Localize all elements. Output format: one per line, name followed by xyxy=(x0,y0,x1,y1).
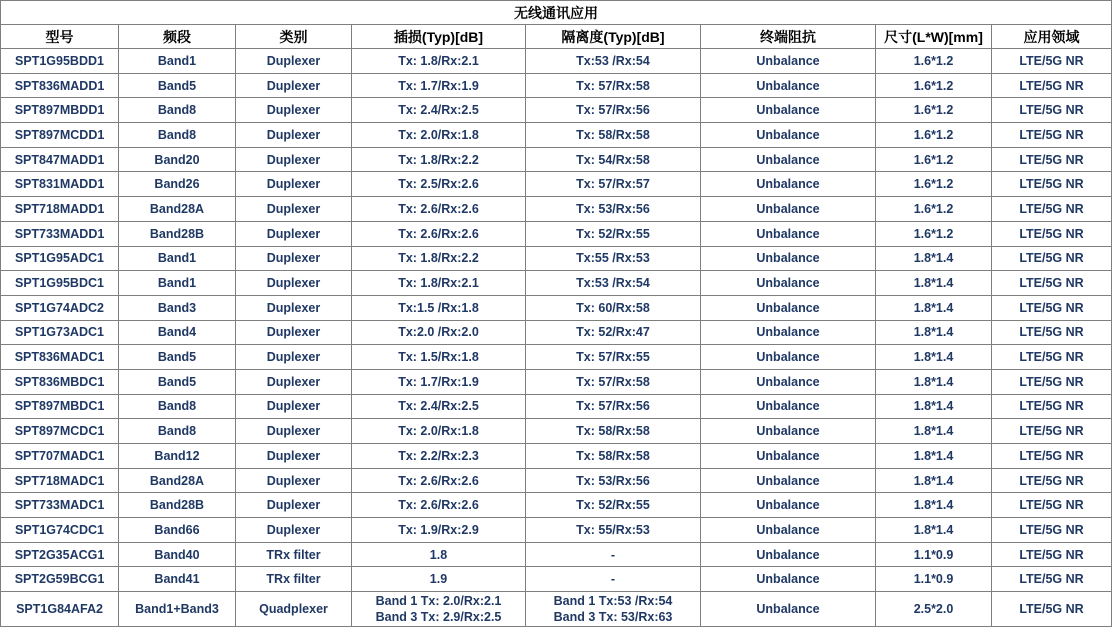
cell-size: 1.6*1.2 xyxy=(876,197,992,222)
table-row xyxy=(1,542,1112,567)
cell-size: 1.6*1.2 xyxy=(876,49,992,74)
cell-model: SPT1G73ADC1 xyxy=(1,320,119,345)
table-row xyxy=(1,320,1112,345)
cell-application: LTE/5G NR xyxy=(992,518,1112,543)
cell-impedance: Unbalance xyxy=(701,271,876,296)
cell-impedance: Unbalance xyxy=(701,98,876,123)
cell-size: 1.8*1.4 xyxy=(876,345,992,370)
table-row xyxy=(1,394,1112,419)
table-row xyxy=(1,345,1112,370)
cell-size: 2.5*2.0 xyxy=(876,592,992,627)
table-header-row xyxy=(1,25,1112,49)
cell-isolation: Tx: 58/Rx:58 xyxy=(526,419,701,444)
header-insertion-loss: 插损(Typ)[dB] xyxy=(352,25,526,49)
cell-application: LTE/5G NR xyxy=(992,49,1112,74)
cell-model: SPT718MADD1 xyxy=(1,197,119,222)
header-model: 型号 xyxy=(1,25,119,49)
cell-insertion-loss: Tx:1.5 /Rx:1.8 xyxy=(352,295,526,320)
cell-size: 1.8*1.4 xyxy=(876,444,992,469)
cell-isolation: Tx: 58/Rx:58 xyxy=(526,123,701,148)
cell-size: 1.6*1.2 xyxy=(876,123,992,148)
cell-insertion-loss: Tx: 2.6/Rx:2.6 xyxy=(352,493,526,518)
table-row xyxy=(1,172,1112,197)
table-row-quadplexer xyxy=(1,592,1112,627)
table-row xyxy=(1,444,1112,469)
cell-band: Band28B xyxy=(119,493,236,518)
cell-impedance: Unbalance xyxy=(701,147,876,172)
cell-band: Band8 xyxy=(119,394,236,419)
cell-category: Duplexer xyxy=(236,246,352,271)
cell-isolation: Tx: 58/Rx:58 xyxy=(526,444,701,469)
cell-band: Band20 xyxy=(119,147,236,172)
cell-impedance: Unbalance xyxy=(701,73,876,98)
cell-category: Duplexer xyxy=(236,295,352,320)
cell-application: LTE/5G NR xyxy=(992,295,1112,320)
cell-isolation: Tx: 57/Rx:55 xyxy=(526,345,701,370)
cell-size: 1.8*1.4 xyxy=(876,271,992,296)
cell-size: 1.8*1.4 xyxy=(876,320,992,345)
cell-application: LTE/5G NR xyxy=(992,567,1112,592)
cell-isolation: Tx: 52/Rx:47 xyxy=(526,320,701,345)
cell-size: 1.8*1.4 xyxy=(876,419,992,444)
cell-size: 1.8*1.4 xyxy=(876,394,992,419)
insertion-loss-line-band1: Band 1 Tx: 2.0/Rx:2.1 xyxy=(375,594,502,609)
cell-model: SPT897MCDD1 xyxy=(1,123,119,148)
cell-size: 1.8*1.4 xyxy=(876,468,992,493)
cell-model: SPT1G74CDC1 xyxy=(1,518,119,543)
cell-insertion-loss: 1.9 xyxy=(352,567,526,592)
cell-isolation: Tx: 53/Rx:56 xyxy=(526,468,701,493)
cell-application: LTE/5G NR xyxy=(992,320,1112,345)
cell-band: Band8 xyxy=(119,98,236,123)
cell-isolation: Tx: 57/Rx:58 xyxy=(526,73,701,98)
cell-band: Band5 xyxy=(119,369,236,394)
cell-category: TRx filter xyxy=(236,542,352,567)
cell-insertion-loss: Tx:2.0 /Rx:2.0 xyxy=(352,320,526,345)
table-row xyxy=(1,518,1112,543)
cell-isolation: Tx:53 /Rx:54 xyxy=(526,49,701,74)
cell-isolation: Tx: 57/Rx:57 xyxy=(526,172,701,197)
cell-isolation: Tx: 54/Rx:58 xyxy=(526,147,701,172)
cell-band: Band8 xyxy=(119,419,236,444)
cell-category: Duplexer xyxy=(236,221,352,246)
cell-application: LTE/5G NR xyxy=(992,444,1112,469)
table-row xyxy=(1,419,1112,444)
cell-model: SPT897MCDC1 xyxy=(1,419,119,444)
cell-category: Duplexer xyxy=(236,493,352,518)
cell-model: SPT836MBDC1 xyxy=(1,369,119,394)
cell-size: 1.6*1.2 xyxy=(876,147,992,172)
cell-model: SPT707MADC1 xyxy=(1,444,119,469)
table-row xyxy=(1,49,1112,74)
table-row xyxy=(1,246,1112,271)
cell-insertion-loss: Tx: 2.2/Rx:2.3 xyxy=(352,444,526,469)
cell-band: Band1 xyxy=(119,246,236,271)
cell-impedance: Unbalance xyxy=(701,221,876,246)
cell-category: TRx filter xyxy=(236,567,352,592)
table-title-row xyxy=(1,1,1112,25)
cell-model: SPT836MADD1 xyxy=(1,73,119,98)
table-row xyxy=(1,147,1112,172)
cell-size: 1.8*1.4 xyxy=(876,493,992,518)
cell-model: SPT847MADD1 xyxy=(1,147,119,172)
cell-category: Duplexer xyxy=(236,172,352,197)
cell-isolation: Tx: 57/Rx:56 xyxy=(526,394,701,419)
cell-category: Duplexer xyxy=(236,73,352,98)
cell-application: LTE/5G NR xyxy=(992,592,1112,627)
cell-model: SPT831MADD1 xyxy=(1,172,119,197)
cell-category: Duplexer xyxy=(236,444,352,469)
cell-category: Duplexer xyxy=(236,320,352,345)
cell-model: SPT1G95ADC1 xyxy=(1,246,119,271)
cell-band: Band8 xyxy=(119,123,236,148)
cell-model: SPT718MADC1 xyxy=(1,468,119,493)
cell-isolation xyxy=(526,592,701,627)
cell-insertion-loss: Tx: 2.6/Rx:2.6 xyxy=(352,221,526,246)
cell-impedance: Unbalance xyxy=(701,197,876,222)
table-body xyxy=(1,49,1112,627)
cell-size: 1.8*1.4 xyxy=(876,369,992,394)
table-row xyxy=(1,73,1112,98)
cell-insertion-loss: Tx: 2.0/Rx:1.8 xyxy=(352,123,526,148)
header-category: 类别 xyxy=(236,25,352,49)
cell-application: LTE/5G NR xyxy=(992,419,1112,444)
cell-isolation: - xyxy=(526,567,701,592)
cell-impedance: Unbalance xyxy=(701,493,876,518)
cell-model: SPT2G59BCG1 xyxy=(1,567,119,592)
cell-band: Band41 xyxy=(119,567,236,592)
cell-category: Duplexer xyxy=(236,468,352,493)
cell-application: LTE/5G NR xyxy=(992,345,1112,370)
cell-category: Duplexer xyxy=(236,49,352,74)
table-row xyxy=(1,197,1112,222)
cell-band: Band40 xyxy=(119,542,236,567)
cell-category: Duplexer xyxy=(236,98,352,123)
cell-category: Duplexer xyxy=(236,147,352,172)
cell-insertion-loss: Tx: 2.4/Rx:2.5 xyxy=(352,394,526,419)
cell-band: Band1+Band3 xyxy=(119,592,236,627)
header-isolation: 隔离度(Typ)[dB] xyxy=(526,25,701,49)
cell-size: 1.1*0.9 xyxy=(876,567,992,592)
cell-application: LTE/5G NR xyxy=(992,221,1112,246)
cell-band: Band1 xyxy=(119,49,236,74)
cell-isolation: Tx: 52/Rx:55 xyxy=(526,221,701,246)
cell-impedance: Unbalance xyxy=(701,320,876,345)
cell-insertion-loss: Tx: 1.8/Rx:2.1 xyxy=(352,271,526,296)
cell-impedance: Unbalance xyxy=(701,49,876,74)
cell-insertion-loss: Tx: 1.9/Rx:2.9 xyxy=(352,518,526,543)
cell-isolation: Tx:53 /Rx:54 xyxy=(526,271,701,296)
isolation-line-band1: Band 1 Tx:53 /Rx:54 xyxy=(553,594,673,609)
cell-size: 1.6*1.2 xyxy=(876,98,992,123)
table-row xyxy=(1,493,1112,518)
cell-size: 1.1*0.9 xyxy=(876,542,992,567)
cell-model: SPT836MADC1 xyxy=(1,345,119,370)
cell-model: SPT1G84AFA2 xyxy=(1,592,119,627)
cell-size: 1.6*1.2 xyxy=(876,221,992,246)
cell-application: LTE/5G NR xyxy=(992,197,1112,222)
cell-category: Duplexer xyxy=(236,394,352,419)
table-row xyxy=(1,295,1112,320)
table-row xyxy=(1,567,1112,592)
cell-band: Band28A xyxy=(119,468,236,493)
cell-application: LTE/5G NR xyxy=(992,147,1112,172)
cell-category: Quadplexer xyxy=(236,592,352,627)
cell-impedance: Unbalance xyxy=(701,369,876,394)
cell-band: Band5 xyxy=(119,345,236,370)
cell-application: LTE/5G NR xyxy=(992,493,1112,518)
cell-insertion-loss: Tx: 2.0/Rx:1.8 xyxy=(352,419,526,444)
cell-impedance: Unbalance xyxy=(701,394,876,419)
cell-isolation: Tx: 57/Rx:58 xyxy=(526,369,701,394)
cell-insertion-loss: Tx: 1.8/Rx:2.1 xyxy=(352,49,526,74)
cell-category: Duplexer xyxy=(236,419,352,444)
cell-impedance: Unbalance xyxy=(701,345,876,370)
table-row xyxy=(1,123,1112,148)
table-row xyxy=(1,468,1112,493)
cell-isolation: Tx:55 /Rx:53 xyxy=(526,246,701,271)
cell-band: Band3 xyxy=(119,295,236,320)
cell-impedance: Unbalance xyxy=(701,419,876,444)
cell-isolation: Tx: 55/Rx:53 xyxy=(526,518,701,543)
cell-size: 1.6*1.2 xyxy=(876,172,992,197)
cell-insertion-loss: Tx: 2.6/Rx:2.6 xyxy=(352,468,526,493)
cell-application: LTE/5G NR xyxy=(992,246,1112,271)
cell-impedance: Unbalance xyxy=(701,468,876,493)
cell-band: Band26 xyxy=(119,172,236,197)
cell-isolation: Tx: 53/Rx:56 xyxy=(526,197,701,222)
table-row xyxy=(1,271,1112,296)
table-row xyxy=(1,98,1112,123)
cell-model: SPT1G95BDC1 xyxy=(1,271,119,296)
cell-application: LTE/5G NR xyxy=(992,468,1112,493)
cell-category: Duplexer xyxy=(236,518,352,543)
cell-model: SPT897MBDD1 xyxy=(1,98,119,123)
cell-insertion-loss: Tx: 2.4/Rx:2.5 xyxy=(352,98,526,123)
cell-application: LTE/5G NR xyxy=(992,172,1112,197)
cell-application: LTE/5G NR xyxy=(992,542,1112,567)
cell-model: SPT2G35ACG1 xyxy=(1,542,119,567)
cell-insertion-loss: Tx: 1.7/Rx:1.9 xyxy=(352,369,526,394)
insertion-loss-line-band3: Band 3 Tx: 2.9/Rx:2.5 xyxy=(375,610,502,625)
cell-insertion-loss xyxy=(352,592,526,627)
cell-isolation: Tx: 60/Rx:58 xyxy=(526,295,701,320)
cell-impedance: Unbalance xyxy=(701,246,876,271)
cell-impedance: Unbalance xyxy=(701,123,876,148)
cell-category: Duplexer xyxy=(236,123,352,148)
header-band: 频段 xyxy=(119,25,236,49)
cell-application: LTE/5G NR xyxy=(992,369,1112,394)
cell-isolation: Tx: 57/Rx:56 xyxy=(526,98,701,123)
cell-band: Band1 xyxy=(119,271,236,296)
cell-application: LTE/5G NR xyxy=(992,73,1112,98)
cell-application: LTE/5G NR xyxy=(992,123,1112,148)
cell-application: LTE/5G NR xyxy=(992,394,1112,419)
cell-impedance: Unbalance xyxy=(701,567,876,592)
cell-impedance: Unbalance xyxy=(701,592,876,627)
cell-insertion-loss: Tx: 2.5/Rx:2.6 xyxy=(352,172,526,197)
cell-isolation: - xyxy=(526,542,701,567)
cell-category: Duplexer xyxy=(236,345,352,370)
cell-application: LTE/5G NR xyxy=(992,271,1112,296)
cell-isolation: Tx: 52/Rx:55 xyxy=(526,493,701,518)
cell-category: Duplexer xyxy=(236,197,352,222)
cell-model: SPT1G74ADC2 xyxy=(1,295,119,320)
table-row xyxy=(1,221,1112,246)
header-impedance: 终端阻抗 xyxy=(701,25,876,49)
cell-band: Band12 xyxy=(119,444,236,469)
table-title: 无线通讯应用 xyxy=(1,1,1112,25)
cell-model: SPT733MADC1 xyxy=(1,493,119,518)
cell-category: Duplexer xyxy=(236,369,352,394)
cell-impedance: Unbalance xyxy=(701,518,876,543)
cell-impedance: Unbalance xyxy=(701,172,876,197)
cell-impedance: Unbalance xyxy=(701,542,876,567)
cell-size: 1.8*1.4 xyxy=(876,518,992,543)
cell-size: 1.8*1.4 xyxy=(876,246,992,271)
table-row xyxy=(1,369,1112,394)
cell-insertion-loss: Tx: 2.6/Rx:2.6 xyxy=(352,197,526,222)
header-size: 尺寸(L*W)[mm] xyxy=(876,25,992,49)
header-application: 应用领域 xyxy=(992,25,1112,49)
cell-model: SPT897MBDC1 xyxy=(1,394,119,419)
cell-model: SPT1G95BDD1 xyxy=(1,49,119,74)
cell-size: 1.8*1.4 xyxy=(876,295,992,320)
cell-band: Band5 xyxy=(119,73,236,98)
cell-insertion-loss: Tx: 1.8/Rx:2.2 xyxy=(352,246,526,271)
isolation-line-band3: Band 3 Tx: 53/Rx:63 xyxy=(553,610,673,625)
cell-impedance: Unbalance xyxy=(701,444,876,469)
cell-insertion-loss: Tx: 1.5/Rx:1.8 xyxy=(352,345,526,370)
cell-band: Band28A xyxy=(119,197,236,222)
cell-category: Duplexer xyxy=(236,271,352,296)
cell-insertion-loss: Tx: 1.7/Rx:1.9 xyxy=(352,73,526,98)
cell-impedance: Unbalance xyxy=(701,295,876,320)
cell-model: SPT733MADD1 xyxy=(1,221,119,246)
cell-insertion-loss: Tx: 1.8/Rx:2.2 xyxy=(352,147,526,172)
cell-band: Band66 xyxy=(119,518,236,543)
cell-size: 1.6*1.2 xyxy=(876,73,992,98)
cell-band: Band4 xyxy=(119,320,236,345)
cell-application: LTE/5G NR xyxy=(992,98,1112,123)
cell-insertion-loss: 1.8 xyxy=(352,542,526,567)
cell-band: Band28B xyxy=(119,221,236,246)
